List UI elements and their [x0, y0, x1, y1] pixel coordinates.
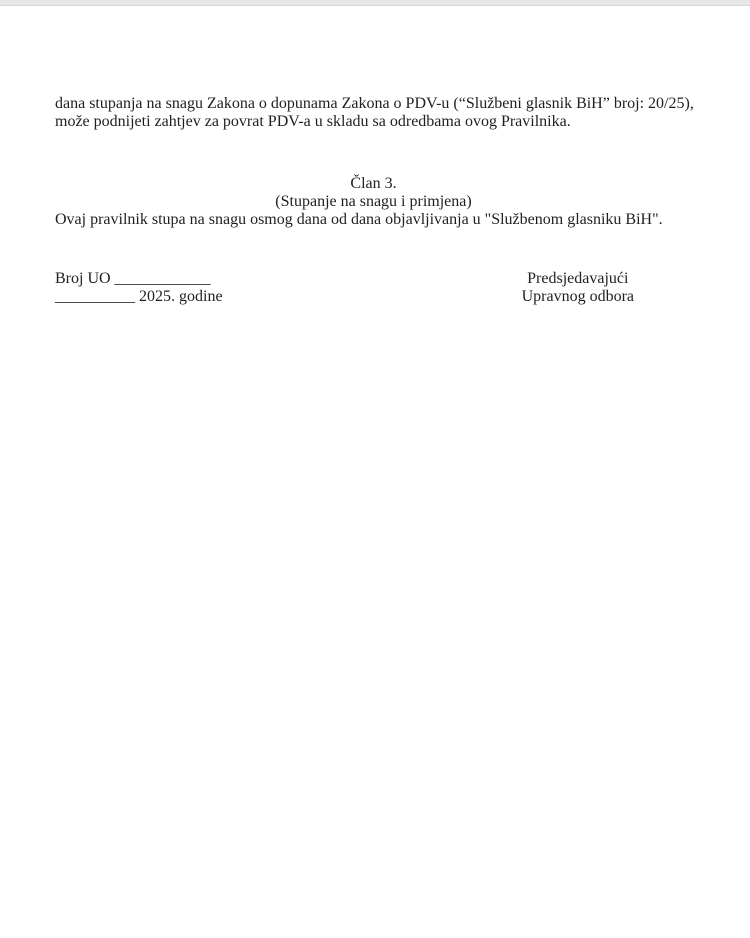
- article-title: Član 3.: [350, 175, 397, 192]
- effective-date-paragraph: Ovaj pravilnik stupa na snagu osmog dana od dana objavljivanja u "Službenom glasniku BiH".: [55, 211, 663, 228]
- signature-number-line: Broj UO ____________: [55, 270, 211, 287]
- intro-paragraph-line-2: može podnijeti zahtjev za povrat PDV-a u skladu sa odredbama ovog Pravilnika.: [55, 113, 571, 130]
- signature-date-line: __________ 2025. godine: [55, 288, 223, 305]
- signature-signer-title: Predsjedavajući: [527, 270, 629, 287]
- article-subtitle: (Stupanje na snagu i primjena): [275, 193, 472, 210]
- signature-signer-org: Upravnog odbora: [521, 288, 634, 305]
- document-page-content: [55, 95, 692, 306]
- signature-signer-block: [522, 270, 634, 306]
- signature-block: [55, 270, 692, 306]
- top-divider-bar: [0, 0, 750, 6]
- article-heading: [55, 175, 692, 211]
- signature-number-date-block: [55, 270, 223, 306]
- intro-paragraph-line-1: dana stupanja na snagu Zakona o dopunama Zakona o PDV-u (“Službeni glasnik BiH” broj: 20/25),: [55, 95, 694, 112]
